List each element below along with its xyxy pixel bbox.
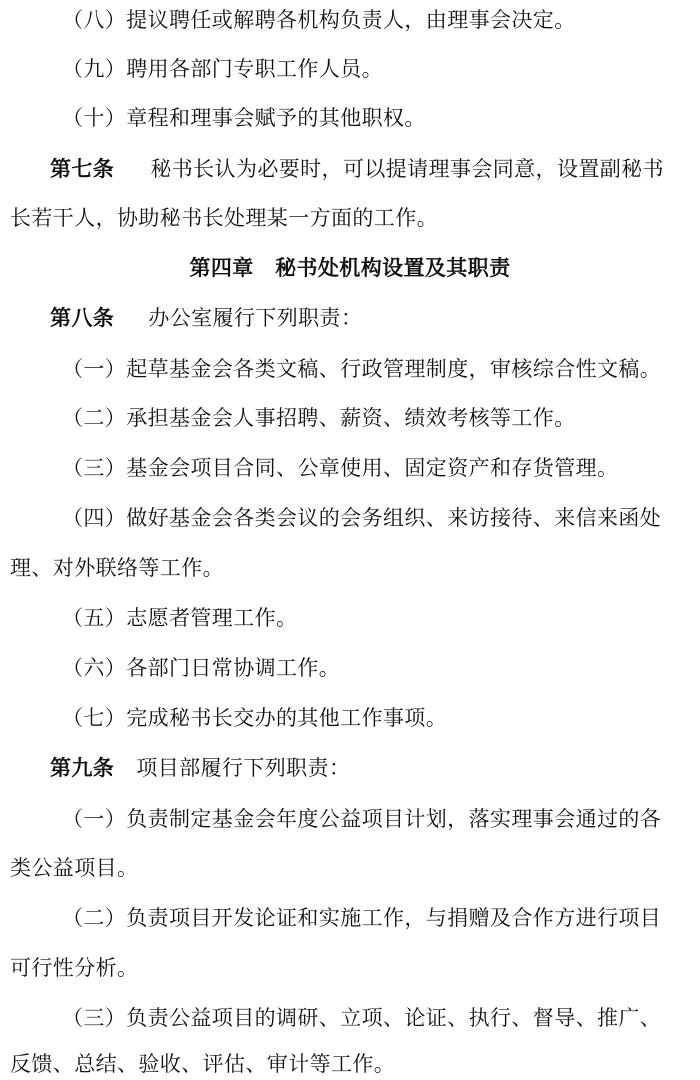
article-8-heading-line <box>50 306 700 330</box>
article-heading: 第七条 <box>50 157 115 181</box>
article-heading: 第八条 <box>50 306 115 330</box>
line-text: 项目部履行下列职责： <box>136 756 351 780</box>
document-line-22 <box>10 1052 700 1076</box>
line-text: 理、对外联络等工作。 <box>10 556 224 580</box>
line-text: 办公室履行下列职责： <box>148 306 363 330</box>
line-text: （二）承担基金会人事招聘、薪资、绩效考核等工作。 <box>62 406 576 430</box>
line-text: 类公益项目。 <box>10 856 139 880</box>
chapter-title: 第四章 秘书处机构设置及其职责 <box>189 256 511 280</box>
line-text: （一）起草基金会各类文稿、行政管理制度，审核综合性文稿。 <box>62 357 662 381</box>
line-text: （六）各部门日常协调工作。 <box>62 656 341 680</box>
document-line-9 <box>62 406 700 430</box>
document-line-21 <box>62 1006 700 1030</box>
line-text: （四）做好基金会各类会议的会务组织、来访接待、来信来函处 <box>62 506 662 530</box>
document-line-18 <box>10 856 700 880</box>
article-heading: 第九条 <box>50 756 115 780</box>
line-text: （五）志愿者管理工作。 <box>62 606 298 630</box>
document-line-13 <box>62 606 700 630</box>
line-text: （二）负责项目开发论证和实施工作，与捐赠及合作方进行项目 <box>62 906 662 930</box>
line-text: （十）章程和理事会赋予的其他职权。 <box>62 106 426 130</box>
line-text: （八）提议聘任或解聘各机构负责人，由理事会决定。 <box>62 8 576 32</box>
document-line-11 <box>62 506 700 530</box>
document-line-8 <box>62 357 700 381</box>
line-text: （一）负责制定基金会年度公益项目计划，落实理事会通过的各 <box>62 807 662 831</box>
line-text: 秘书长认为必要时，可以提请理事会同意，设置副秘书 <box>150 157 664 181</box>
document-line-17 <box>62 807 700 831</box>
document-line-1 <box>62 8 700 32</box>
document-line-3 <box>62 106 700 130</box>
article-7-line-2 <box>10 206 700 230</box>
document-line-12 <box>10 556 700 580</box>
chapter-heading <box>0 256 700 280</box>
line-text: （三）负责公益项目的调研、立项、论证、执行、督导、推广、 <box>62 1006 662 1030</box>
line-text: 可行性分析。 <box>10 956 139 980</box>
line-text: （九）聘用各部门专职工作人员。 <box>62 57 383 81</box>
document-line-10 <box>62 456 700 480</box>
document-line-2 <box>62 57 700 81</box>
line-text: （三）基金会项目合同、公章使用、固定资产和存货管理。 <box>62 456 619 480</box>
article-7-line-1 <box>50 157 700 181</box>
line-text: 长若干人，协助秘书长处理某一方面的工作。 <box>10 206 438 230</box>
line-text: 反馈、总结、验收、评估、审计等工作。 <box>10 1052 396 1076</box>
document-line-14 <box>62 656 700 680</box>
document-line-15 <box>62 706 700 730</box>
line-text: （七）完成秘书长交办的其他工作事项。 <box>62 706 448 730</box>
document-line-20 <box>10 956 700 980</box>
document-line-19 <box>62 906 700 930</box>
article-9-heading-line <box>50 756 700 780</box>
